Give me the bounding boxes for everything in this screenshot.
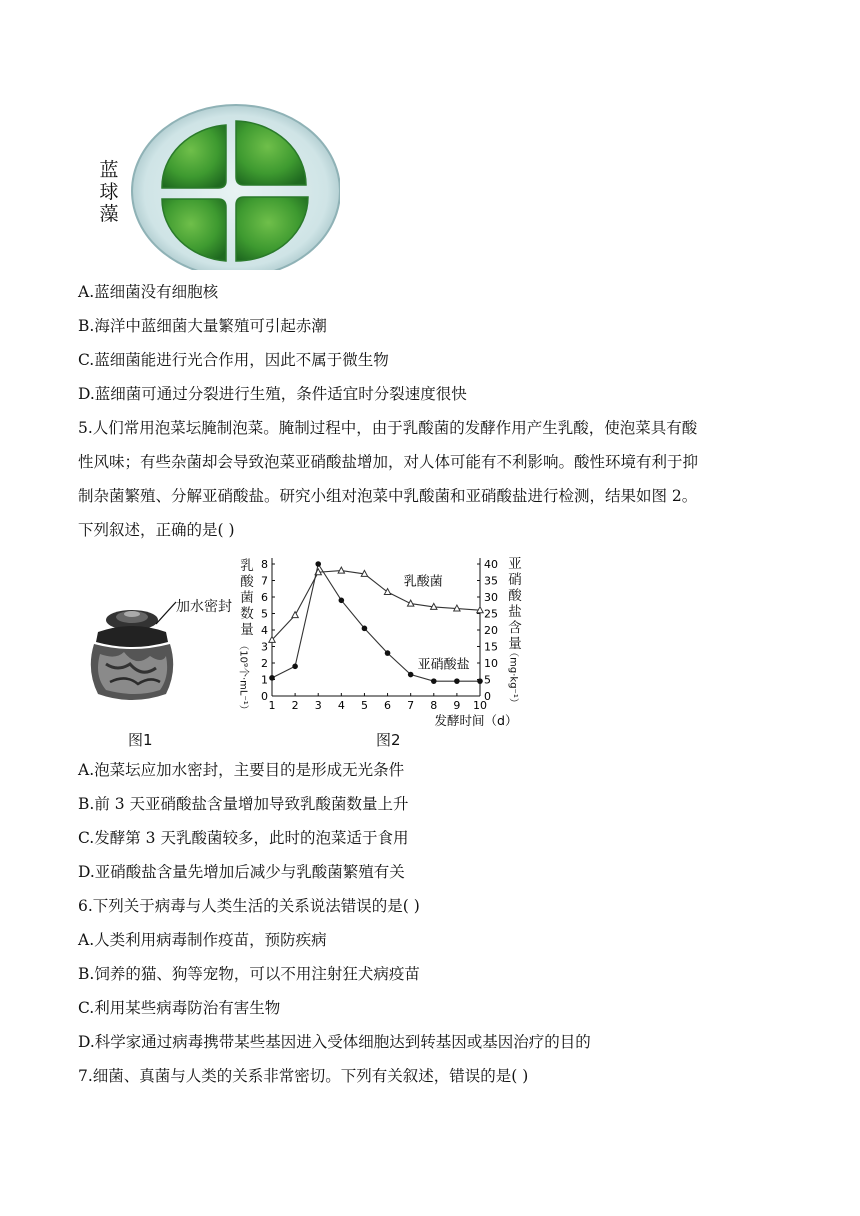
q5-stem-line-4: 下列叙述，正确的是( ) [78,521,235,539]
left-tick-label: 4 [261,624,268,637]
q5-option-c: C.发酵第 3 天乳酸菌较多，此时的泡菜适于食用 [78,829,409,847]
cyano-colony-image [90,103,340,273]
q7-stem: 7.细菌、真菌与人类的关系非常密切。下列有关叙述，错误的是( ) [78,1067,529,1085]
q5-stem-line-3: 制杂菌繁殖、分解亚硝酸盐。研究小组对泡菜中乳酸菌和亚硝酸盐进行检测，结果如图 2。 [78,487,698,505]
nitrite-point [431,678,437,684]
left-axis-title: 乳 酸 菌 数 量 [240,558,254,638]
right-tick-label: 30 [484,591,498,604]
x-tick-label: 10 [473,699,487,712]
q5-option-b: B.前 3 天亚硝酸盐含量增加导致乳酸菌数量上升 [78,795,409,813]
q6-option-a: A.人类利用病毒制作疫苗，预防疾病 [78,931,327,949]
q6-option-c: C.利用某些病毒防治有害生物 [78,999,281,1017]
q6-option-b: B.饲养的猫、狗等宠物，可以不用注射狂犬病疫苗 [78,965,420,983]
q5-option-d: D.亚硝酸盐含量先增加后减少与乳酸菌繁殖有关 [78,863,405,881]
nitrite-point [269,675,275,681]
x-tick-label: 9 [453,699,461,712]
left-tick-label: 3 [261,640,268,654]
nitrite-point [362,626,368,632]
q6-option-d: D.科学家通过病毒携带某些基因进入受体细胞达到转基因或基因治疗的目的 [78,1033,591,1051]
right-tick-label: 25 [484,607,498,621]
q6-stem: 6.下列关于病毒与人类生活的关系说法错误的是( ) [78,897,420,915]
x-tick-label: 1 [268,699,276,712]
left-tick-label: 8 [261,558,268,571]
right-tick-label: 5 [484,673,491,687]
nitrite-point [477,678,483,684]
right-axis-title: 亚 硝 酸 盐 含 量 [508,556,522,652]
nitrite-point [315,561,321,567]
x-tick-label: 2 [291,699,299,712]
left-tick-label: 6 [261,591,268,604]
cyano-figure [90,103,340,273]
x-tick-label: 7 [407,699,415,712]
x-tick-label: 4 [337,699,345,712]
left-tick-label: 2 [261,657,268,670]
lactobacillus-point [407,600,413,606]
lactobacillus-series-label: 乳酸菌 [403,574,443,590]
nitrite-point [385,650,391,656]
left-tick-label: 0 [261,690,268,703]
q5-stem-line-2: 性风味；有些杂菌却会导致泡菜亚硝酸盐增加，对人体可能有不利影响。酸性环境有利于抑 [78,453,699,471]
q4-option-b: B.海洋中蓝细菌大量繁殖可引起赤潮 [78,317,327,335]
x-tick-label: 3 [314,699,322,712]
lactobacillus-point [384,589,390,595]
q5-option-a: A.泡菜坛应加水密封，主要目的是形成无光条件 [78,761,405,779]
right-tick-label: 15 [484,640,498,654]
nitrite-point [292,664,298,670]
right-tick-label: 20 [484,624,498,637]
x-tick-label: 8 [430,699,438,712]
right-tick-label: 0 [484,690,491,703]
right-axis-unit: （mg·kg⁻¹） [507,647,519,708]
jar-label: 加水密封 [176,599,232,615]
x-tick-label: 6 [384,699,392,712]
x-axis-title: 发酵时间（d） [434,713,518,728]
q4-option-c: C.蓝细菌能进行光合作用，因此不属于微生物 [78,351,389,369]
left-tick-label: 7 [261,574,268,588]
right-tick-label: 10 [484,657,498,670]
left-tick-label: 1 [261,673,268,687]
fig1-caption: 图1 [128,731,153,749]
nitrite-series-label: 亚硝酸盐 [417,657,470,673]
nitrite-point [339,598,345,604]
q5-stem-line-1: 5.人们常用泡菜坛腌制泡菜。腌制过程中，由于乳酸菌的发酵作用产生乳酸，使泡菜具有酸 [78,419,698,437]
lactobacillus-point [292,612,298,618]
left-tick-label: 5 [261,607,268,621]
right-tick-label: 40 [484,558,498,571]
q4-option-d: D.蓝细菌可通过分裂进行生殖，条件适宜时分裂速度很快 [78,385,467,403]
nitrite-point [454,678,460,684]
fig2-caption: 图2 [376,731,401,749]
fig2-chart [236,552,526,730]
q4-option-a: A.蓝细菌没有细胞核 [78,283,219,301]
nitrite-point [408,672,414,678]
right-tick-label: 35 [484,574,498,588]
left-axis-unit: （10⁹个·mL⁻¹） [237,640,249,715]
x-tick-label: 5 [360,699,368,712]
chart-plot [236,552,526,730]
cyano-side-label: 蓝 球 藻 [99,159,119,225]
lactobacillus-point [338,567,344,573]
